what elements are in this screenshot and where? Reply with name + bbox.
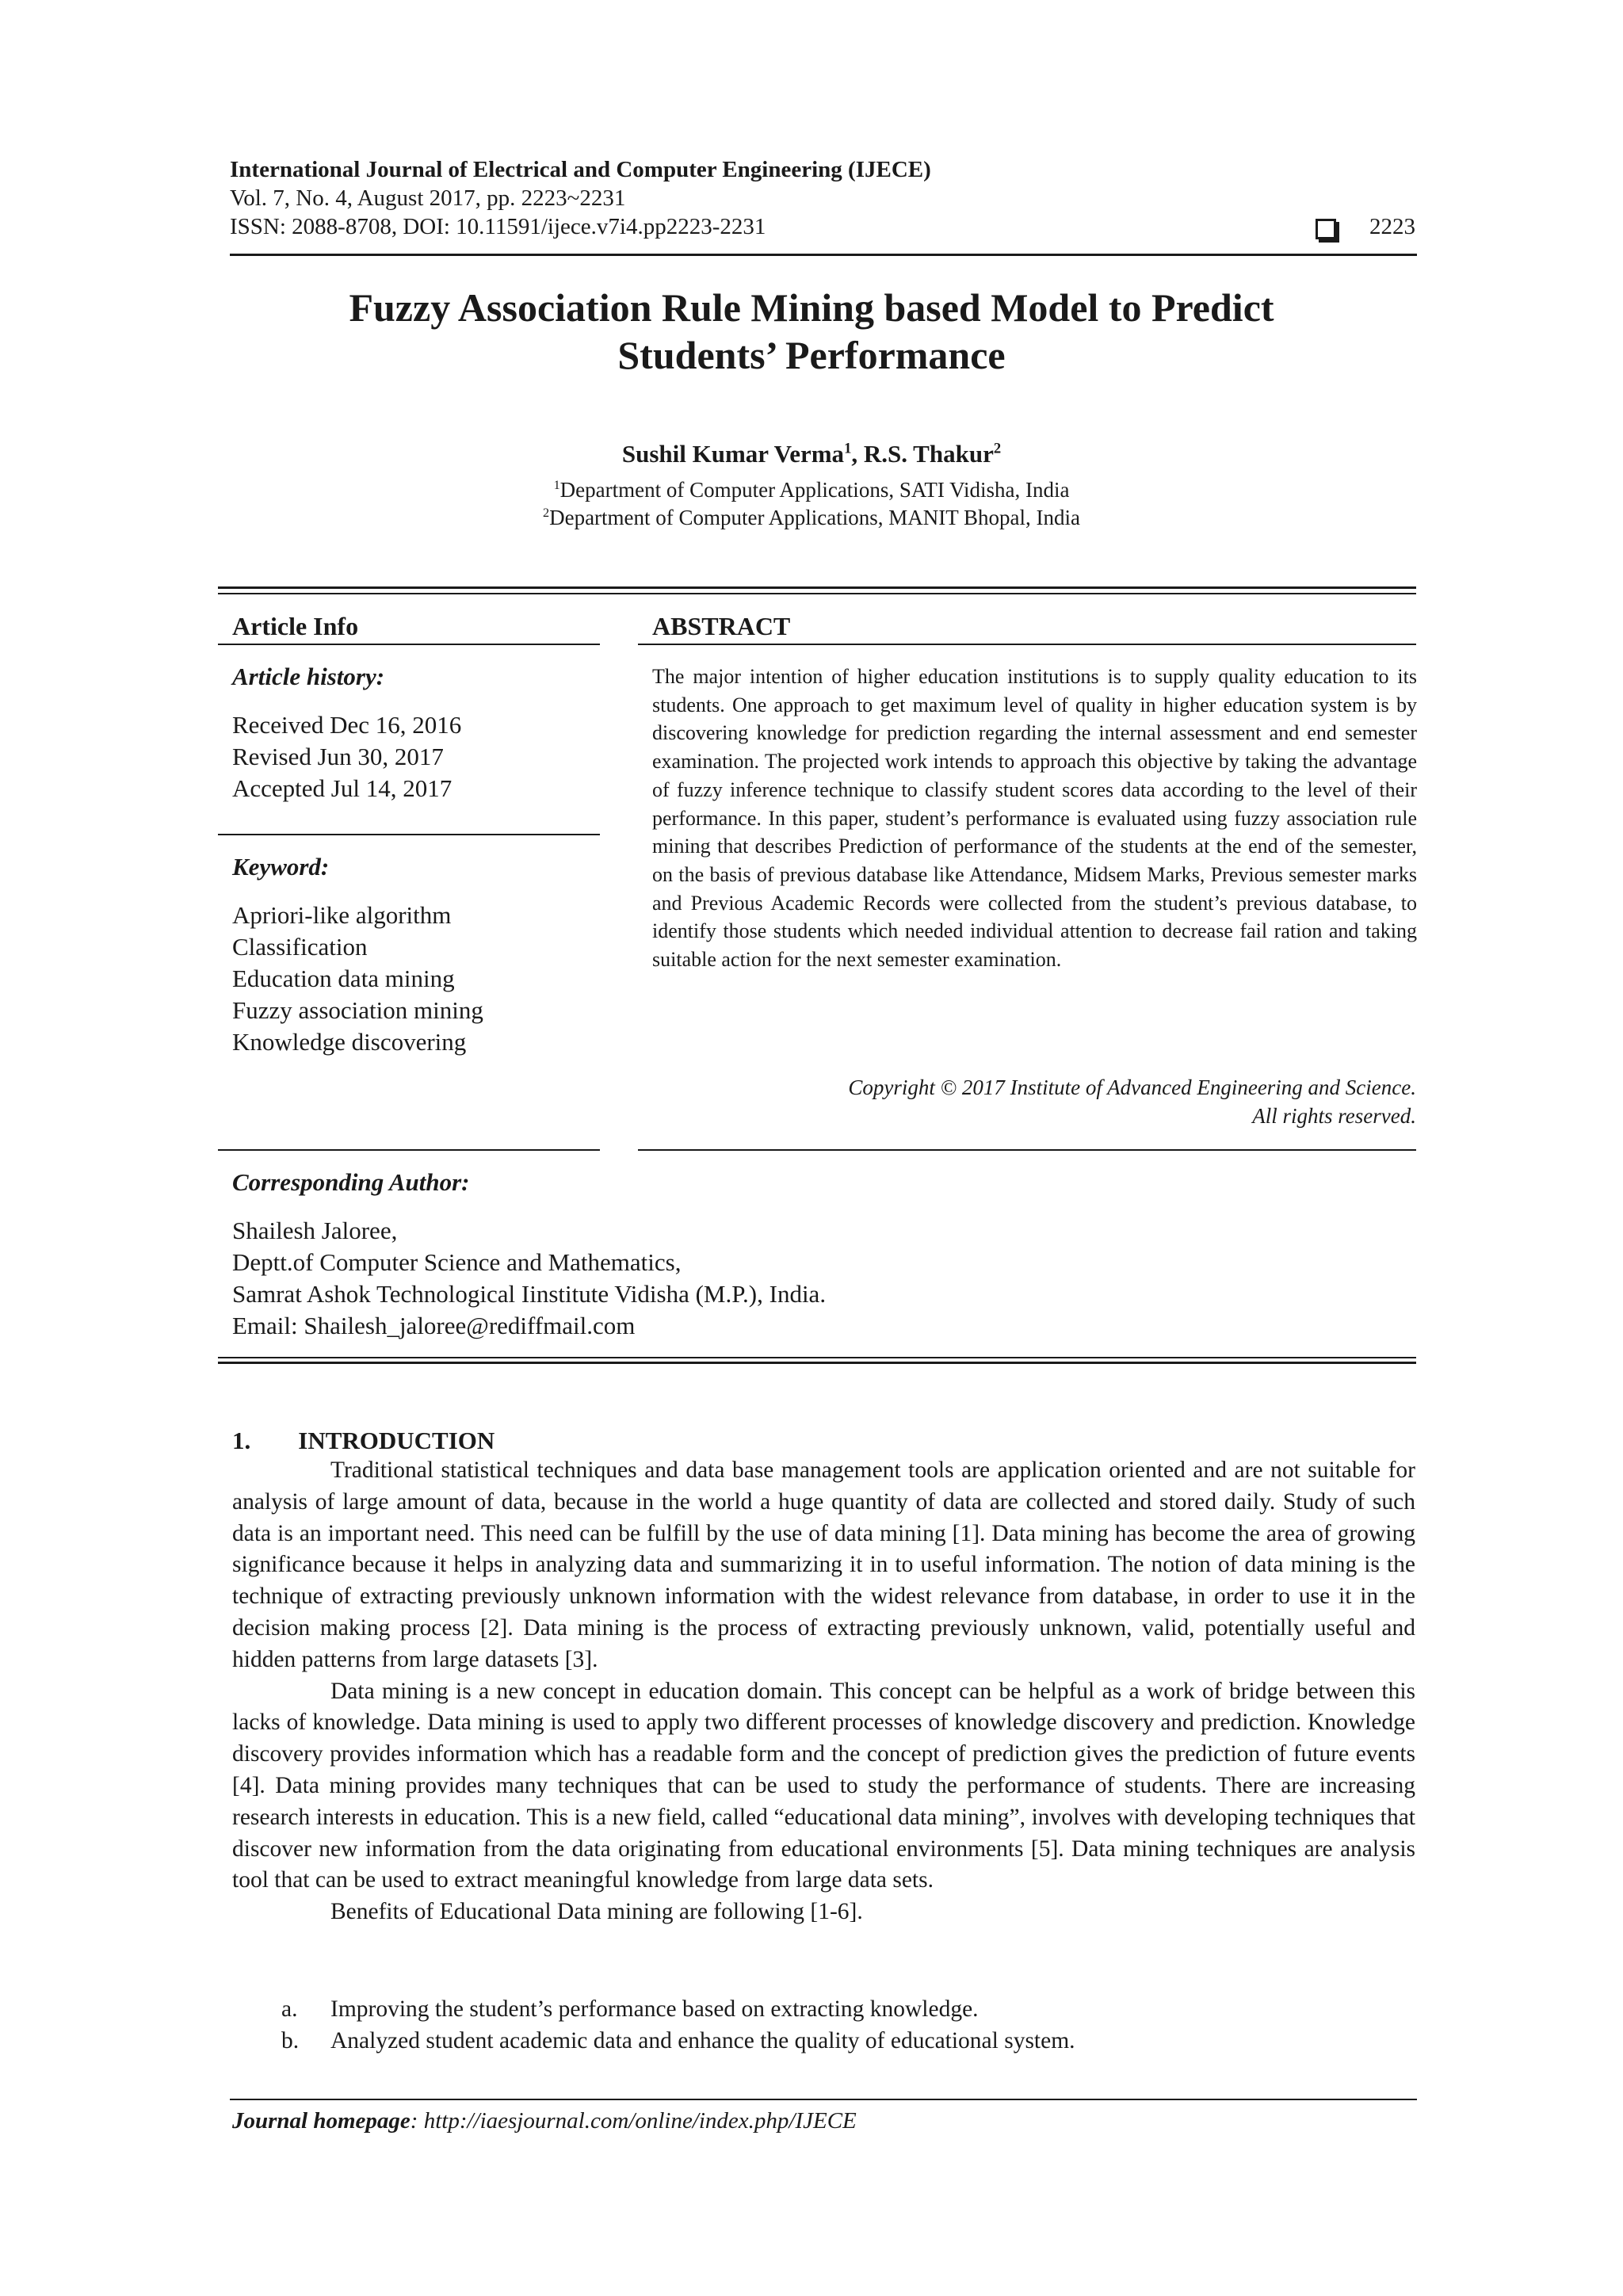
keyword-4: Fuzzy association mining (232, 996, 483, 1024)
intro-paragraph-3: Benefits of Educational Data mining are following [1-6]. (330, 1899, 863, 1925)
accepted-date: Accepted Jul 14, 2017 (232, 774, 453, 802)
received-date: Received Dec 16, 2016 (232, 711, 462, 739)
journal-name: International Journal of Electrical and Computer Engineering (IJECE) (230, 157, 931, 182)
list-item-b: Analyzed student academic data and enhance the quality of educational system. (330, 2028, 1075, 2053)
affil-1-text: Department of Computer Applications, SATI Vidisha, India (559, 478, 1070, 502)
author-2: R.S. Thakur (863, 440, 994, 468)
corresponding-name: Shailesh Jaloree, (232, 1217, 398, 1244)
copyright-line-2: All rights reserved. (1252, 1104, 1416, 1128)
list-marker-a: a. (281, 1996, 298, 2022)
box-icon (1316, 219, 1336, 243)
intro-paragraph-2: Data mining is a new concept in education domain. This concept can be helpful as a work of bridge between this lacks of knowledge. Data mining is used to apply two different processes of knowledge discovery and prediction. Knowledge discovery provides information which has a readable form and the concept of prediction gives the prediction of future events [4]. Data mining provides many techniques that can be used to study the performance of students. There are increasing research interests in education. This is a new field, called “educational data mining”, involves with developing techniques that discover new information from the data originating from educational environments [5]. Data mining techniques are analysis tool that can be used to extract meaningful knowledge from large data sets. (232, 1678, 1415, 1893)
article-info-heading: Article Info (232, 612, 359, 640)
keyword-heading: Keyword: (232, 853, 330, 881)
affil-2-text: Department of Computer Applications, MANIT Bhopal, India (549, 506, 1080, 529)
author-1: Sushil Kumar Verma (621, 440, 845, 468)
article-info-rule (218, 644, 600, 645)
info-bottom-rule-1 (218, 1357, 1416, 1358)
info-top-rule-1 (218, 586, 1416, 589)
homepage-link[interactable]: http://iaesjournal.com/online/index.php/IJECE (423, 2108, 857, 2134)
author-1-sup: 1 (844, 440, 852, 457)
abstract-text: The major intention of higher education institutions is to supply quality education to its students. One approach to get maximum level of quality in higher education system is by discovering knowledge for prediction regarding the internal assessment and end semester examination. The projected work intends to approach this objective by taking the advantage of fuzzy inference technique to classify student scores data according to the level of their performance. In this paper, student’s performance is evaluated using fuzzy association rule mining that describes Prediction of performance of the students at the end of the semester, on the basis of previous database like Attendance, Midsem Marks, Previous semester marks and Previous Academic Records were collected from the student’s previous database, to identify those students which needed individual attention to decrease fail ration and taking suitable action for the next semester examination. (652, 665, 1417, 972)
affil-1-sup: 1 (553, 478, 560, 492)
paper-title (158, 284, 1465, 379)
homepage-sep: : (410, 2108, 424, 2134)
journal-issn: ISSN: 2088-8708, DOI: 10.11591/ijece.v7i4.pp2223-2231 (230, 214, 766, 239)
info-top-rule-2 (218, 593, 1416, 594)
keyword-3: Education data mining (232, 965, 455, 992)
list-marker-b: b. (281, 2028, 300, 2053)
corresponding-dept: Deptt.of Computer Science and Mathematics, (232, 1248, 682, 1276)
copyright-line-1: Copyright © 2017 Institute of Advanced Engineering and Science. (848, 1075, 1416, 1099)
intro-body (232, 1455, 1415, 1928)
section-heading (232, 1427, 495, 1455)
author-list (0, 440, 1623, 468)
header-rule (230, 254, 1417, 256)
info-bottom-rule-2 (218, 1362, 1416, 1364)
corresponding-heading: Corresponding Author: (232, 1168, 470, 1196)
article-history-heading: Article history: (232, 663, 385, 690)
history-rule (218, 834, 600, 835)
keywords-rule (218, 1149, 600, 1151)
author-2-sup: 2 (993, 440, 1002, 457)
journal-volume: Vol. 7, No. 4, August 2017, pp. 2223~2231 (230, 185, 626, 211)
journal-homepage (232, 2108, 857, 2134)
title-line-2: Students’ Performance (617, 333, 1006, 377)
revised-date: Revised Jun 30, 2017 (232, 743, 444, 770)
abstract-heading: ABSTRACT (652, 612, 791, 640)
affiliation-1 (0, 472, 1623, 503)
title-line-1: Fuzzy Association Rule Mining based Model to Predict (349, 285, 1274, 330)
section-title: INTRODUCTION (298, 1427, 495, 1454)
affil-2-sup: 2 (543, 506, 550, 520)
keyword-1: Apriori-like algorithm (232, 901, 452, 929)
abstract-rule (638, 644, 1416, 645)
footer-rule (230, 2099, 1417, 2100)
homepage-label: Journal homepage (232, 2108, 411, 2134)
keyword-5: Knowledge discovering (232, 1028, 467, 1056)
list-item-a: Improving the student’s performance based on extracting knowledge. (330, 1996, 979, 2022)
affiliation-2 (0, 499, 1623, 531)
corresponding-institute: Samrat Ashok Technological Iinstitute Vidisha (M.P.), India. (232, 1280, 827, 1308)
keyword-2: Classification (232, 933, 368, 961)
author-sep: , (851, 440, 864, 468)
abstract-bottom-rule (638, 1149, 1416, 1151)
corresponding-email: Email: Shailesh_jaloree@rediffmail.com (232, 1312, 636, 1339)
section-number: 1. (232, 1427, 251, 1454)
page-number: 2223 (1369, 214, 1415, 239)
intro-paragraph-1: Traditional statistical techniques and data base management tools are application oriented and are not suitable for analysis of large amount of data, because in the world a huge quantity of data are collected and stored daily. Study of such data is an important need. This need can be fulfill by the use of data mining [1]. Data mining has become the area of growing significance because it helps in analyzing data and summarizing it in to useful information. The notion of data mining is the technique of extracting previously unknown information with the widest relevance from database, in order to use it in the decision making process [2]. Data mining is the process of extracting previously unknown, valid, potentially useful and hidden patterns from large datasets [3]. (232, 1457, 1415, 1672)
